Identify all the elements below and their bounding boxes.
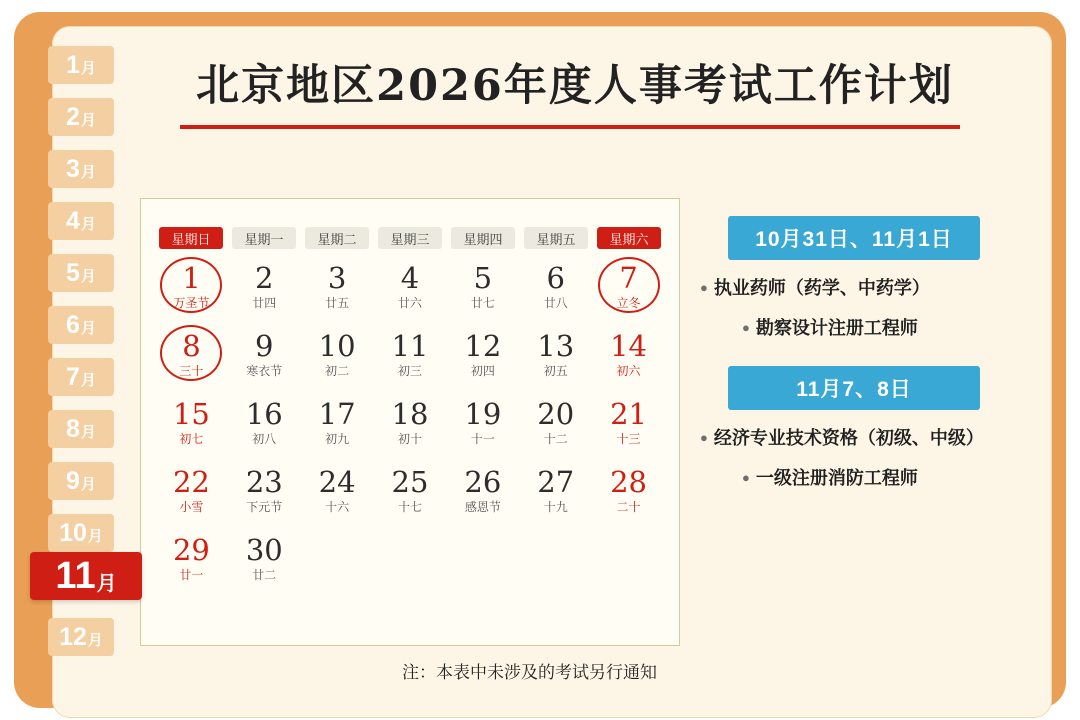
month-tab-12[interactable]: [48, 618, 114, 656]
month-tab-number: 8: [66, 414, 80, 443]
day-number: 1: [182, 261, 201, 295]
month-tab-number: 3: [66, 154, 80, 183]
calendar-day[interactable]: [228, 391, 301, 459]
day-number: 19: [464, 397, 502, 431]
calendar-note: 注：本表中未涉及的考试另行通知: [402, 663, 657, 682]
calendar-day[interactable]: [155, 527, 228, 595]
day-number: 13: [537, 329, 575, 363]
day-lunar: 寒衣节: [246, 364, 283, 378]
schedule-item-label: 勘察设计注册工程师: [755, 318, 918, 338]
month-tab-suffix: 月: [80, 60, 96, 77]
month-tab-suffix: 月: [80, 216, 96, 233]
month-tab-suffix: 月: [80, 164, 96, 181]
day-lunar: 二十: [616, 500, 641, 514]
day-number: 25: [391, 465, 429, 499]
day-number: 17: [318, 397, 356, 431]
day-lunar: 下元节: [246, 500, 283, 514]
month-tab-number: 11: [55, 555, 96, 597]
calendar-grid: [141, 249, 679, 595]
day-number: 18: [391, 397, 429, 431]
month-tab-suffix: 月: [80, 476, 96, 493]
month-tab-suffix: 月: [87, 632, 103, 649]
day-number: 24: [318, 465, 356, 499]
weekday-monday: 星期一: [232, 227, 296, 249]
weekday-sunday: 星期日: [159, 227, 223, 249]
day-lunar: 十七: [397, 500, 422, 514]
calendar-day[interactable]: [228, 459, 301, 527]
schedule-item: [700, 426, 1030, 450]
day-lunar: 初四: [470, 364, 495, 378]
month-tab-number: 9: [66, 466, 80, 495]
month-tab-3[interactable]: [48, 150, 114, 188]
day-lunar: 廿七: [470, 296, 495, 310]
month-tab-5[interactable]: [48, 254, 114, 292]
day-lunar: 十三: [616, 432, 641, 446]
bullet-icon: ●: [700, 430, 708, 445]
day-lunar: 廿一: [179, 568, 204, 582]
calendar-day[interactable]: [446, 459, 519, 527]
month-tab-number: 6: [66, 310, 80, 339]
month-tab-suffix: 月: [80, 320, 96, 337]
day-lunar: 十六: [325, 500, 350, 514]
calendar-day[interactable]: [519, 459, 592, 527]
month-tab-10[interactable]: [48, 514, 114, 552]
month-tab-suffix: 月: [80, 372, 96, 389]
calendar-day[interactable]: [446, 391, 519, 459]
day-lunar: 廿五: [325, 296, 350, 310]
day-number: 23: [245, 465, 283, 499]
calendar-day[interactable]: [155, 323, 228, 391]
day-number: 29: [172, 533, 210, 567]
calendar-day[interactable]: [592, 391, 665, 459]
calendar-day[interactable]: [228, 527, 301, 595]
month-tab-6[interactable]: [48, 306, 114, 344]
day-number: 9: [255, 329, 274, 363]
calendar-day[interactable]: [592, 459, 665, 527]
day-number: 27: [537, 465, 575, 499]
schedule-item: [700, 276, 1030, 300]
month-tab-rail: [30, 46, 117, 676]
calendar-day[interactable]: [519, 255, 592, 323]
day-lunar: 立冬: [616, 296, 641, 310]
calendar-day[interactable]: [592, 323, 665, 391]
month-tab-7[interactable]: [48, 358, 114, 396]
day-lunar: 感恩节: [464, 500, 501, 514]
day-lunar: 初七: [179, 432, 204, 446]
day-lunar: 初二: [325, 364, 350, 378]
weekday-friday: 星期五: [524, 227, 588, 249]
calendar-day[interactable]: [228, 323, 301, 391]
day-lunar: 小雪: [179, 500, 204, 514]
calendar-day[interactable]: [374, 459, 447, 527]
day-number: 8: [182, 329, 201, 363]
day-lunar: 廿八: [543, 296, 568, 310]
month-tab-suffix: 月: [87, 528, 103, 545]
calendar-day-empty: [446, 527, 519, 595]
month-tab-8[interactable]: [48, 410, 114, 448]
weekday-thursday: 星期四: [451, 227, 515, 249]
month-tab-1[interactable]: [48, 46, 114, 84]
calendar-day[interactable]: [228, 255, 301, 323]
weekday-saturday: 星期六: [597, 227, 661, 249]
month-tab-number: 1: [66, 50, 80, 79]
schedule-date-badge-2: 11月7、8日: [728, 366, 980, 410]
calendar-day[interactable]: [301, 459, 374, 527]
month-tab-2[interactable]: [48, 98, 114, 136]
calendar-day[interactable]: [519, 323, 592, 391]
day-lunar: 十九: [543, 500, 568, 514]
calendar-day[interactable]: [301, 255, 374, 323]
schedule-item-label: 一级注册消防工程师: [755, 468, 918, 488]
day-number: 22: [172, 465, 210, 499]
calendar-day-empty: [519, 527, 592, 595]
day-number: 11: [391, 329, 429, 363]
bullet-icon: ●: [700, 280, 708, 295]
page-title-block: [140, 52, 1000, 129]
calendar-day[interactable]: [301, 391, 374, 459]
day-lunar: 初九: [325, 432, 350, 446]
day-lunar: 廿六: [397, 296, 422, 310]
month-tab-number: 4: [66, 206, 80, 235]
month-tab-number: 5: [66, 258, 80, 287]
day-number: 14: [610, 329, 648, 363]
calendar-card: [140, 198, 680, 682]
calendar-day[interactable]: [155, 255, 228, 323]
month-tab-11-active[interactable]: [30, 552, 142, 600]
month-tab-suffix: 月: [80, 112, 96, 129]
day-number: 2: [255, 261, 274, 295]
month-tab-suffix: 月: [96, 572, 117, 595]
schedule-date-badge-1: 10月31日、11月1日: [728, 216, 980, 260]
calendar-day[interactable]: [519, 391, 592, 459]
day-number: 4: [400, 261, 420, 295]
day-number: 6: [546, 261, 565, 295]
schedule-item-label: 经济专业技术资格（初级、中级）: [713, 428, 984, 448]
month-tab-suffix: 月: [80, 268, 96, 285]
calendar-day[interactable]: [374, 255, 447, 323]
calendar-day[interactable]: [446, 323, 519, 391]
calendar-day[interactable]: [374, 391, 447, 459]
month-tab-number: 12: [59, 622, 87, 651]
day-lunar: 万圣节: [173, 296, 210, 310]
calendar-day[interactable]: [374, 323, 447, 391]
month-tab-number: 10: [59, 518, 87, 547]
calendar-day[interactable]: [446, 255, 519, 323]
day-lunar: 十二: [543, 432, 568, 446]
calendar-day-empty: [301, 527, 374, 595]
bullet-icon: ●: [742, 320, 750, 335]
day-number: 16: [245, 397, 283, 431]
weekday-wednesday: 星期三: [378, 227, 442, 249]
calendar-day-empty: [374, 527, 447, 595]
calendar-weekday-row: [141, 199, 679, 249]
month-tab-4[interactable]: [48, 202, 114, 240]
day-lunar: 初五: [543, 364, 568, 378]
calendar-day[interactable]: [155, 391, 228, 459]
day-number: 30: [245, 533, 283, 567]
bullet-icon: ●: [742, 470, 750, 485]
day-lunar: 廿二: [252, 568, 277, 582]
schedule-item-label: 执业药师（药学、中药学）: [713, 278, 930, 298]
day-number: 26: [464, 465, 502, 499]
month-tab-number: 7: [66, 362, 80, 391]
schedule-spacer: [700, 340, 1030, 366]
day-number: 15: [172, 397, 210, 431]
title-divider: [180, 125, 960, 129]
schedule-item: [742, 316, 1030, 340]
day-lunar: 初八: [252, 432, 277, 446]
day-lunar: 初三: [397, 364, 422, 378]
day-lunar: 三十: [179, 364, 204, 378]
page-title: 北京地区2026年度人事考试工作计划: [196, 61, 954, 111]
month-tab-suffix: 月: [80, 424, 96, 441]
day-number: 5: [473, 261, 493, 295]
calendar-day-empty: [592, 527, 665, 595]
day-lunar: 初十: [397, 432, 422, 446]
day-lunar: 廿四: [252, 296, 277, 310]
day-number: 7: [619, 261, 638, 295]
month-tab-9[interactable]: [48, 462, 114, 500]
month-tab-number: 2: [66, 102, 80, 131]
day-number: 28: [610, 465, 648, 499]
calendar-day[interactable]: [301, 323, 374, 391]
schedule-item: [742, 466, 1030, 490]
day-number: 3: [327, 261, 347, 295]
day-number: 20: [537, 397, 575, 431]
schedule-panel: [700, 216, 1030, 490]
day-lunar: 初六: [616, 364, 641, 378]
day-number: 10: [318, 329, 356, 363]
calendar-day[interactable]: [592, 255, 665, 323]
day-lunar: 十一: [470, 432, 495, 446]
weekday-tuesday: 星期二: [305, 227, 369, 249]
day-number: 21: [610, 397, 648, 431]
calendar-day[interactable]: [155, 459, 228, 527]
day-number: 12: [464, 329, 502, 363]
